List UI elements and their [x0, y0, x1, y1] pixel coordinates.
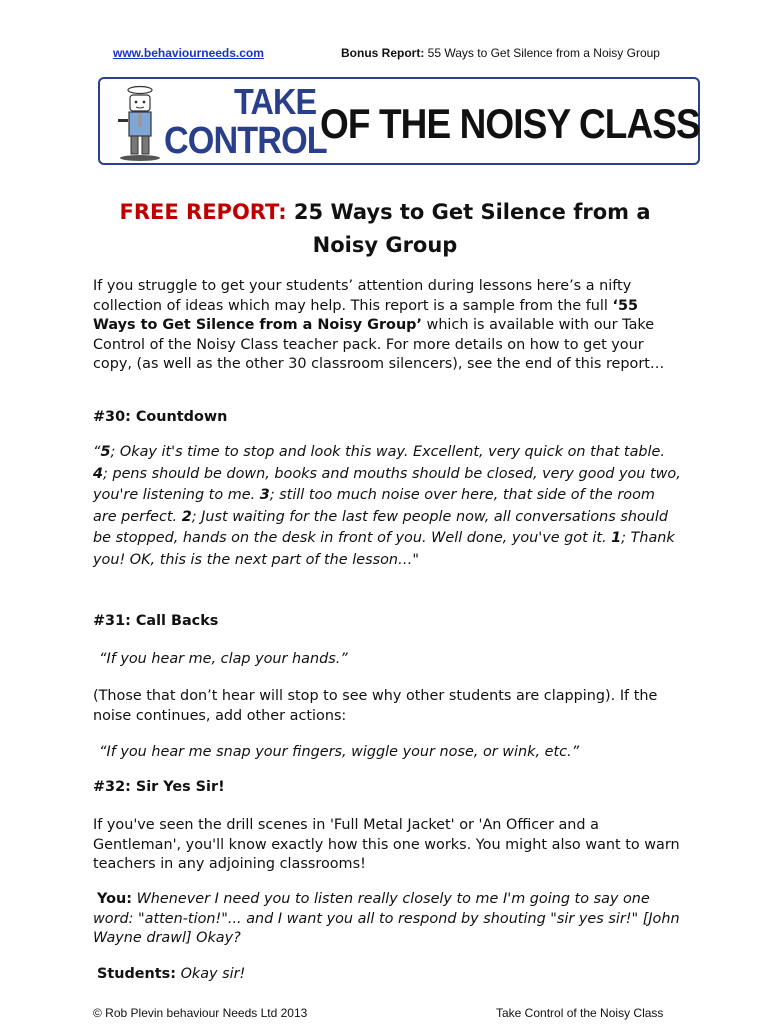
count-2-text: ; Just waiting for the last few people now, all conversations should be stopped, hands on the desk in front of you. Well done, you've got it.	[93, 508, 669, 546]
title-line1: 25 Ways to Get Silence from a	[286, 200, 651, 224]
you-label: You:	[97, 891, 132, 907]
count-5: 5	[100, 444, 111, 460]
page-title	[90, 196, 680, 262]
heading-sir-yes-sir: #32: Sir Yes Sir!	[93, 779, 225, 795]
report-header-title: 55 Ways to Get Silence from a Noisy Group	[424, 46, 660, 60]
banner-take: TAKE	[234, 81, 317, 122]
title-line2: Noisy Group	[312, 233, 458, 257]
count-4-text: ; pens should be down, books and mouths should be closed, very good you two, you're listening to me.	[93, 465, 681, 503]
banner-noisy-class: OF THE NOISY CLASS	[320, 100, 700, 147]
students-dialogue	[93, 965, 683, 985]
intro-text-a: If you struggle to get your students’ attention during lessons here’s a nifty collection of ideas which may help. This report is a sample from the full	[93, 278, 632, 314]
heading-call-backs: #31: Call Backs	[93, 613, 219, 629]
teacher-illustration	[110, 83, 170, 163]
you-text: Whenever I need you to listen really closely to me I'm going to say one word: "atten-tion!"... and I want you all to respond by shouting "sir yes sir!" [John Wayne drawl] Okay?	[93, 891, 680, 946]
report-header	[341, 46, 660, 60]
students-label: Students:	[97, 966, 176, 982]
count-5-text: ; Okay it's time to stop and look this way. Excellent, very quick on that table.	[110, 444, 665, 460]
call-backs-quote1: “If you hear me, clap your hands.”	[99, 651, 348, 667]
intro-text-b: which is available with our Take Control of the Noisy Class teacher pack. For more details on how to get your copy, (as well as the other 30 classroom silencers), see the end of this report…	[93, 317, 665, 372]
you-dialogue	[93, 890, 683, 949]
footer-title: Take Control of the Noisy Class	[496, 1006, 664, 1020]
countdown-quote	[93, 442, 683, 571]
call-backs-quote2: “If you hear me snap your fingers, wiggle your nose, or wink, etc.”	[99, 744, 580, 760]
count-3-text: ; still too much noise over here, that side of the room are perfect.	[93, 487, 655, 525]
title-free-report: FREE REPORT:	[119, 200, 287, 224]
call-backs-text: (Those that don’t hear will stop to see why other students are clapping). If the noise continues, add other actions:	[93, 688, 658, 724]
banner-control: CONTROL	[164, 120, 327, 162]
sir-yes-sir-text: If you've seen the drill scenes in 'Full Metal Jacket' or 'An Officer and a Gentleman', you'll know exactly how this one works. You might also want to warn teachers in any adjoining classrooms!	[93, 817, 680, 872]
website-link[interactable]: www.behaviourneeds.com	[113, 46, 264, 60]
report-header-bold: Bonus Report:	[341, 46, 425, 60]
count-1-text: ; Thank you! OK, this is the next part of the lesson…"	[93, 530, 675, 568]
count-2: 2	[181, 508, 192, 525]
title-banner	[98, 77, 700, 165]
count-3: 3	[259, 487, 270, 503]
heading-countdown: #30: Countdown	[93, 409, 228, 425]
intro-paragraph	[93, 277, 683, 375]
countdown-open-quote: “	[93, 444, 101, 460]
intro-bold: ‘55 Ways to Get Silence from a Noisy Group’	[93, 297, 638, 333]
footer-copyright: © Rob Plevin behaviour Needs Ltd 2013	[93, 1006, 308, 1020]
students-text: Okay sir!	[176, 966, 246, 982]
count-1: 1	[611, 530, 622, 546]
count-4: 4	[93, 465, 104, 482]
